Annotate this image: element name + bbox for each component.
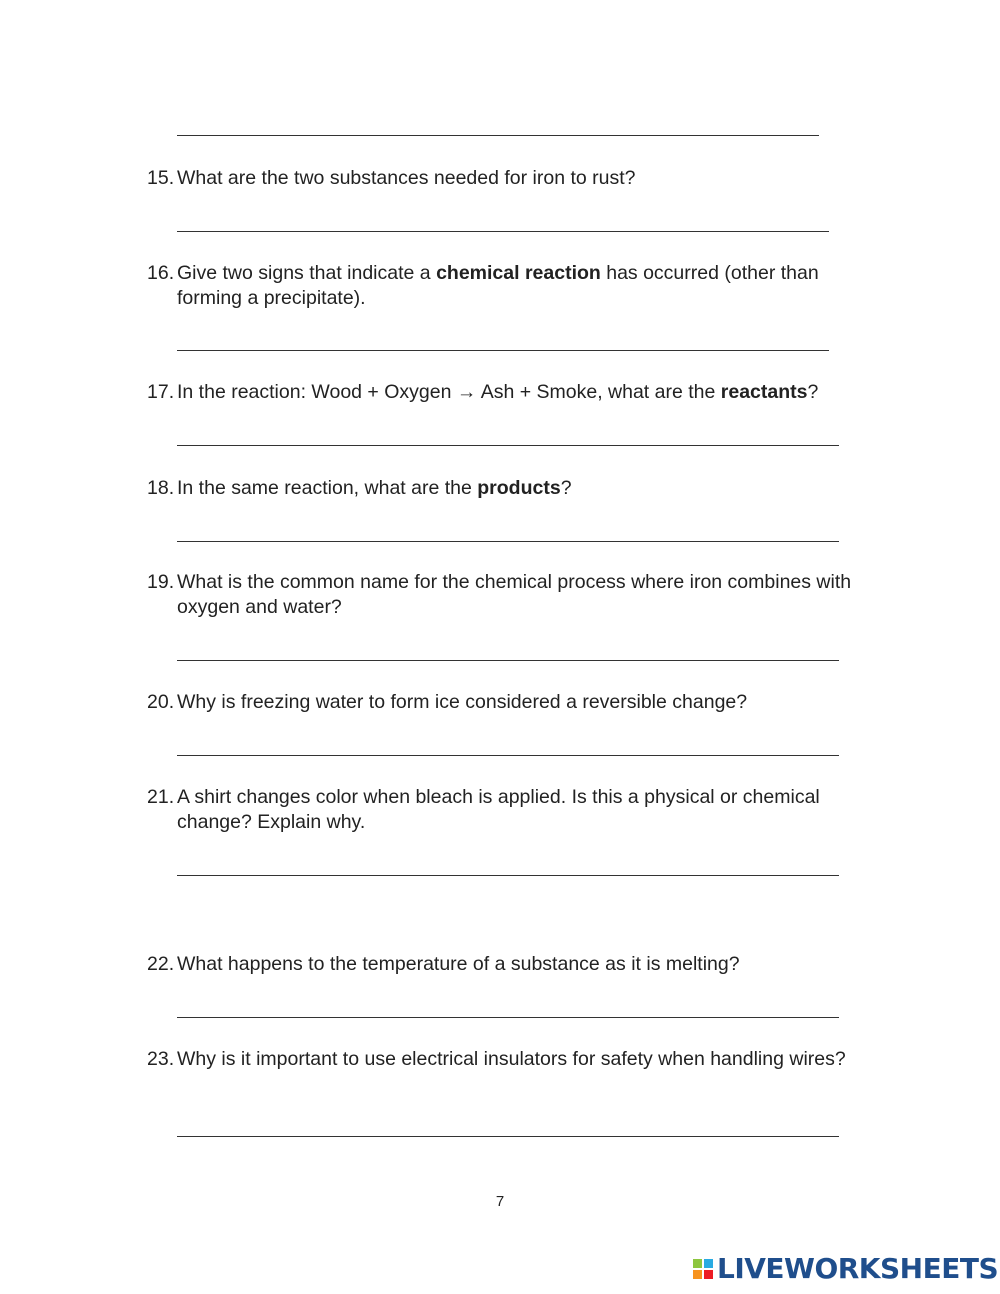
question-20	[147, 690, 867, 715]
logo-tile	[692, 1269, 703, 1280]
question-text-continued: ?	[560, 477, 572, 499]
answer-line-17[interactable]	[177, 445, 839, 446]
question-number: 18.	[147, 477, 175, 499]
question-23	[147, 1047, 867, 1072]
brand-name: LIVEWORKSHEETS	[717, 1252, 999, 1285]
question-number: 20.	[147, 691, 175, 713]
question-text: A shirt changes color when bleach is applied. Is this a physical or chemical change? Explain why.	[177, 786, 820, 833]
question-number: 21.	[147, 786, 175, 808]
liveworksheets-icon	[692, 1258, 714, 1280]
liveworksheets-logo	[692, 1254, 998, 1284]
question-22	[147, 952, 867, 977]
answer-line-23[interactable]	[177, 1136, 839, 1137]
question-text-continued: ?	[807, 381, 819, 403]
logo-tile	[703, 1258, 714, 1269]
question-number: 15.	[147, 167, 175, 189]
question-21	[147, 785, 867, 835]
question-number: 17.	[147, 381, 175, 403]
question-16	[147, 261, 867, 311]
answer-line-14[interactable]	[177, 135, 819, 136]
question-text: What is the common name for the chemical process where iron combines with oxygen and water?	[177, 571, 852, 618]
logo-tile	[692, 1258, 703, 1269]
question-number: 23.	[147, 1048, 175, 1070]
bold-term: reactants	[720, 381, 808, 403]
question-text-continued: has occurred (other than forming a precipitate).	[177, 262, 819, 309]
question-15	[147, 166, 867, 191]
question-text: In the same reaction, what are the	[177, 477, 478, 499]
question-text: Why is freezing water to form ice considered a reversible change?	[177, 691, 748, 713]
question-text: What are the two substances needed for iron to rust?	[177, 167, 636, 189]
question-number: 16.	[147, 262, 175, 284]
question-number: 22.	[147, 953, 175, 975]
answer-line-18[interactable]	[177, 541, 839, 542]
question-number: 19.	[147, 571, 175, 593]
answer-line-16[interactable]	[177, 350, 829, 351]
answer-line-19[interactable]	[177, 660, 839, 661]
bold-term: products	[477, 477, 561, 499]
question-text: Give two signs that indicate a	[177, 262, 437, 284]
question-text: What happens to the temperature of a substance as it is melting?	[177, 953, 740, 975]
question-19	[147, 570, 867, 620]
bold-term: chemical reaction	[436, 262, 601, 284]
answer-line-20[interactable]	[177, 755, 839, 756]
answer-line-22[interactable]	[177, 1017, 839, 1018]
question-18	[147, 476, 867, 501]
answer-line-15[interactable]	[177, 231, 829, 232]
logo-tile	[703, 1269, 714, 1280]
question-text: In the reaction: Wood + Oxygen → Ash + Smoke, what are the	[177, 381, 721, 403]
question-17	[147, 380, 867, 405]
answer-line-21[interactable]	[177, 875, 839, 876]
question-text: Why is it important to use electrical insulators for safety when handling wires?	[177, 1048, 846, 1070]
page-number: 7	[495, 1193, 505, 1210]
